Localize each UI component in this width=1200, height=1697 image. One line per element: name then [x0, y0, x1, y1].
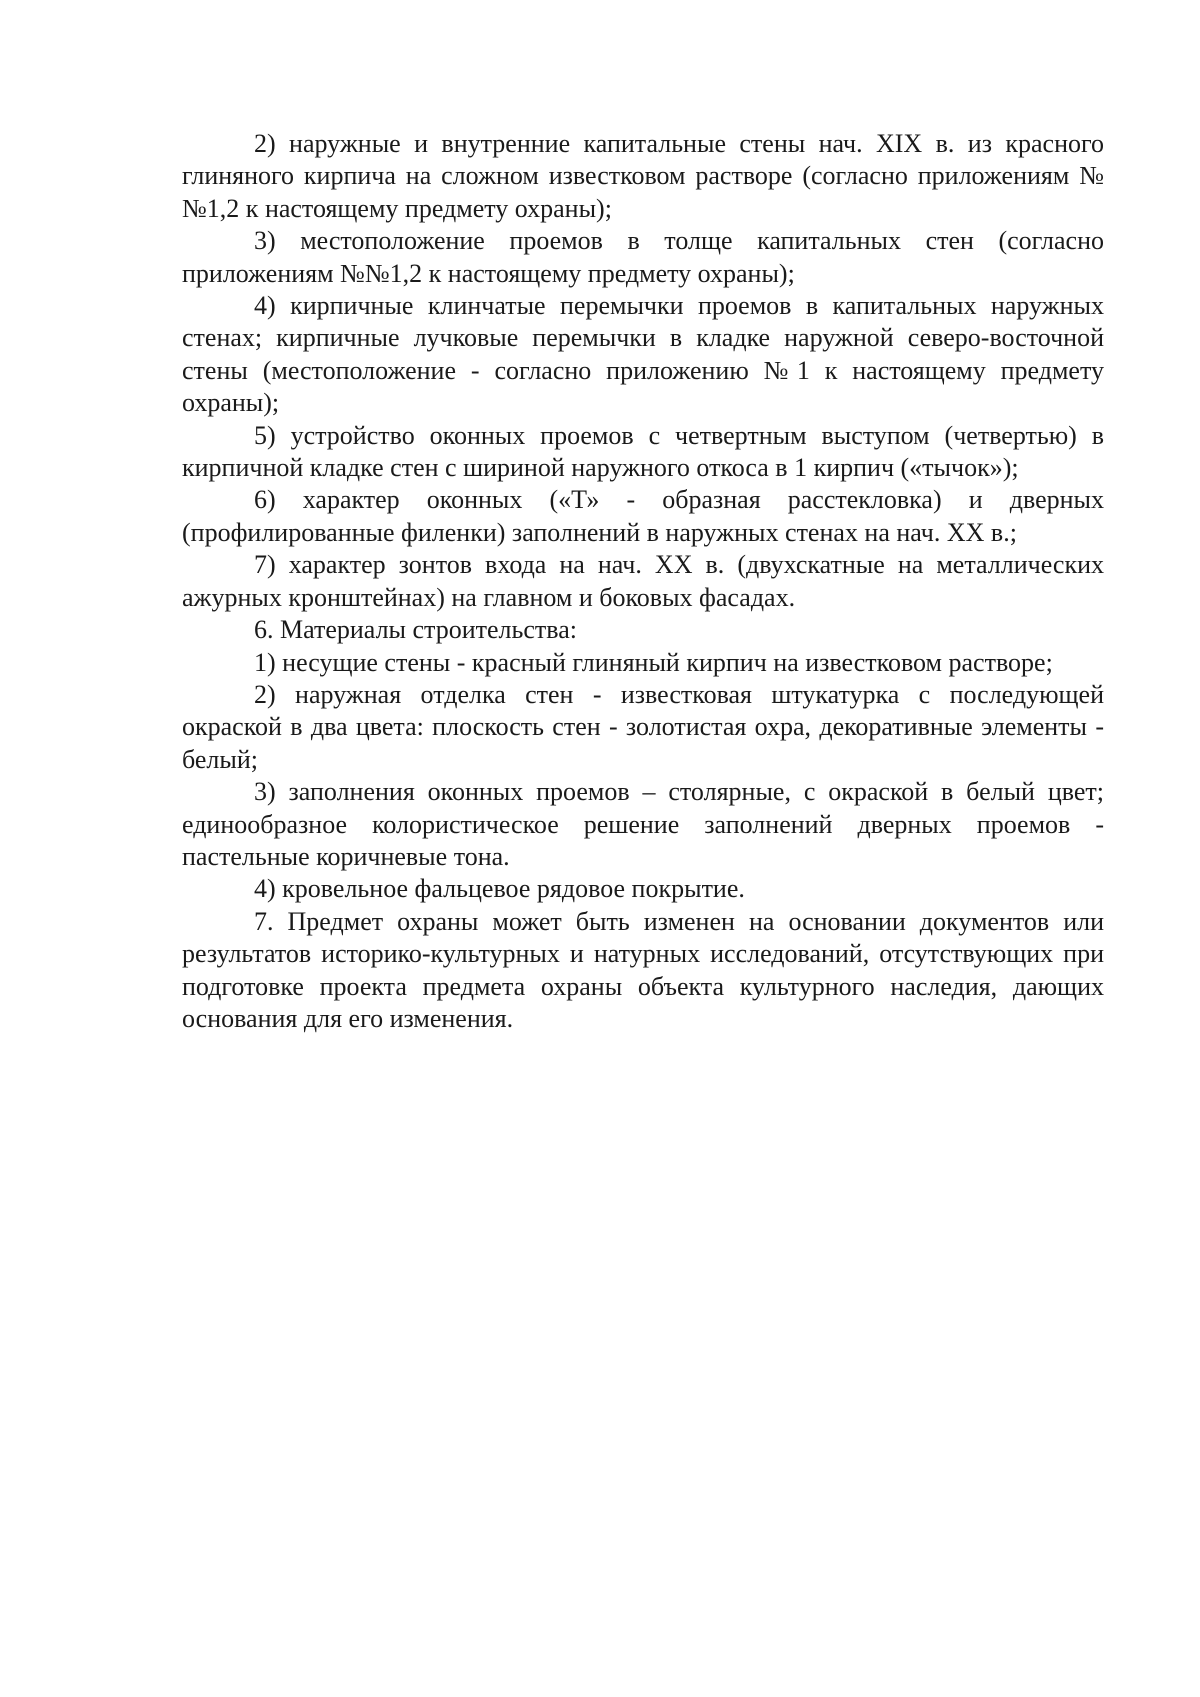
paragraph-window-door-fillings: 6) характер оконных («Т» - образная расстекловка) и дверных (профилированные филенки) заполнений в наружных стенах на нач. XX в.;: [182, 485, 1104, 547]
document-body: [182, 128, 1104, 1035]
section-heading-materials: 6. Материалы строительства:: [254, 615, 577, 645]
paragraph-walls: 2) наружные и внутренние капитальные стены нач. XIX в. из красного глиняного кирпича на сложном известковом растворе (согласно приложениям №№1,2 к настоящему предмету охраны);: [182, 129, 1104, 223]
paragraph-exterior-finish: 2) наружная отделка стен - известковая штукатурка с последующей окраской в два цвета: плоскость стен - золотистая охра, декоративные элементы - белый;: [182, 679, 1104, 774]
paragraph-roofing: 4) кровельное фальцевое рядовое покрытие.: [254, 874, 745, 904]
paragraph-entrance-canopies: 7) характер зонтов входа на нач. XX в. (двухскатные на металлических ажурных кронштейнах) на главном и боковых фасадах.: [182, 550, 1104, 612]
paragraph-protection-change: 7. Предмет охраны может быть изменен на основании документов или результатов историко-культурных и натурных исследований, отсутствующих при подготовке проекта предмета охраны объекта культурного наследия, дающих основания для его изменения.: [182, 906, 1104, 1033]
paragraph-lintels: 4) кирпичные клинчатые перемычки проемов в капитальных наружных стенах; кирпичные лучковые перемычки в кладке наружной северо-восточной стены (местоположение - согласно приложению №1 к настоящему предмету охраны);: [182, 291, 1104, 418]
paragraph-bearing-walls: 1) несущие стены - красный глиняный кирпич на известковом растворе;: [254, 647, 1053, 677]
paragraph-window-fillings-material: 3) заполнения оконных проемов – столярные, с окраской в белый цвет; единообразное колористическое решение заполнений дверных проемов - пастельные коричневые тона.: [182, 777, 1104, 871]
paragraph-window-openings: 5) устройство оконных проемов с четвертным выступом (четвертью) в кирпичной кладке стен с шириной наружного откоса в 1 кирпич («тычок»);: [182, 420, 1104, 483]
paragraph-openings-location: 3) местоположение проемов в толще капитальных стен (согласно приложениям №№1,2 к настоящему предмету охраны);: [182, 226, 1104, 288]
